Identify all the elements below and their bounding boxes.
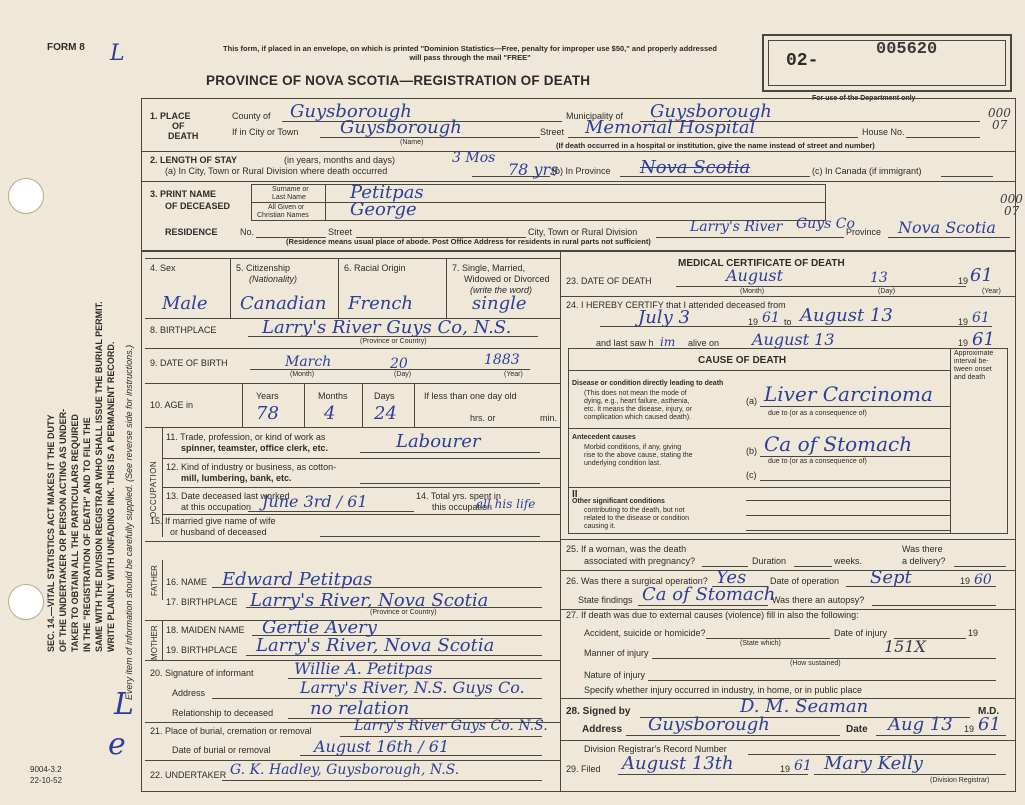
given-value: George: [350, 199, 417, 220]
interval-label-4: and death: [954, 374, 986, 381]
burial-place-label: 21. Place of burial, cremation or removal: [150, 726, 312, 736]
mother-birthplace-value: Larry's River, Nova Scotia: [256, 635, 495, 656]
antecedent-label-1: Antecedent causes: [572, 434, 636, 441]
md-label: M.D.: [978, 706, 1000, 717]
age-days-label: Days: [374, 391, 395, 401]
age-years-label: Years: [256, 391, 279, 401]
given-label-2: Christian Names: [257, 212, 309, 219]
specify-label: Specify whether injury occurred in industry, in home, or in public place: [584, 685, 862, 695]
marital-label: 7. Single, Married,: [452, 263, 526, 273]
residence-label: RESIDENCE: [165, 227, 218, 237]
father-name-label: 16. NAME: [166, 577, 208, 587]
stay-a-label: (a) In City, Town or Rural Division where death occurred: [165, 166, 388, 176]
binder-hole-top: [8, 178, 44, 214]
alive-on-label: alive on: [688, 338, 720, 348]
filed-19: 19: [780, 764, 791, 774]
dob-month-sub: (Month): [290, 371, 315, 378]
racial-origin-label: 6. Racial Origin: [344, 263, 406, 273]
trade-sub: spinner, teamster, office clerk, etc.: [181, 443, 329, 453]
street-label: Street: [540, 127, 565, 137]
signed-by-label: 28. Signed by: [566, 706, 631, 717]
other-label-3: contributing to the death, but not: [584, 507, 685, 514]
marital-label-2: Widowed or Divorced: [464, 274, 550, 284]
residence-no-label: No.: [240, 227, 255, 237]
birthplace-value: Larry's River Guys Co, N.S.: [262, 317, 512, 338]
surgical-value: Yes: [716, 567, 747, 588]
dept-code-1: 000: [988, 106, 1011, 120]
citizenship-label: 5. Citizenship: [236, 263, 291, 273]
father-birthplace-sub: (Province or Country): [370, 609, 437, 616]
sig-date-yr-value: 61: [978, 714, 1001, 735]
attend-to-yr-value: 61: [972, 310, 990, 326]
sig-date-19: 19: [964, 724, 975, 734]
interval-label-2: interval be-: [954, 358, 989, 365]
age-months-value: 4: [324, 403, 336, 424]
medical-certificate-title: MEDICAL CERTIFICATE OF DEATH: [678, 258, 845, 269]
sex-value: Male: [162, 293, 208, 314]
residence-province-value: Nova Scotia: [898, 218, 996, 237]
disease-label-1: Disease or condition directly leading to death: [572, 380, 724, 387]
filed-label: 29. Filed: [566, 764, 601, 774]
autopsy-label: Was there an autopsy?: [772, 595, 865, 605]
industry-sub: mill, lumbering, bank, etc.: [181, 473, 292, 483]
last-worked-value: June 3rd / 61: [262, 492, 368, 511]
father-birthplace-label: 17. BIRTHPLACE: [166, 597, 238, 607]
last-worked-label: 13. Date deceased last worked: [166, 491, 290, 501]
sig-date-value: Aug 13: [888, 714, 953, 735]
attend-to-label: to: [784, 317, 792, 327]
length-of-stay-sub: (in years, months and days): [284, 155, 396, 165]
place-of-death-label-2: OF: [172, 121, 185, 131]
father-label: FATHER: [150, 565, 159, 596]
undertaker-label: 22. UNDERTAKER: [150, 770, 227, 780]
stay-b-label: (b) In Province: [552, 166, 611, 176]
death-day-value: 13: [870, 270, 888, 286]
place-of-death-label-3: DEATH: [168, 131, 199, 141]
weeks-label: weeks.: [834, 556, 863, 566]
side-instruction-3: TAKER TO OBTAIN ALL THE PARTICULARS REQUIRED: [70, 414, 80, 652]
county-value: Guysborough: [290, 101, 412, 122]
interval-label-3: tween onset: [954, 366, 992, 373]
death-month-sub: (Month): [740, 288, 765, 295]
state-findings-label: State findings: [578, 595, 633, 605]
dept-code-2: 07: [992, 118, 1008, 132]
attend-to-value: August 13: [800, 305, 893, 326]
div-registrar-label: (Division Registrar): [930, 777, 990, 784]
mail-notice: This form, if placed in an envelope, on which is printed "Dominion Statistics—Free, penalty for improper use $50," and properly addressed will pass through the mail "FREE": [223, 44, 717, 62]
cause-of-death-title: CAUSE OF DEATH: [698, 355, 787, 366]
footer-code: 9004-3.2: [30, 765, 62, 774]
death-day-sub: (Day): [878, 288, 896, 295]
dob-day-value: 20: [390, 356, 408, 372]
nature-label: Nature of injury: [584, 670, 646, 680]
last-saw-date-value: August 13: [752, 330, 835, 349]
antecedent-label-4: underlying condition last.: [584, 460, 662, 467]
informant-address-label: Address: [172, 688, 206, 698]
burial-date-value: August 16th / 61: [314, 737, 450, 756]
mother-birthplace-label: 19. BIRTHPLACE: [166, 645, 238, 655]
surname-label-2: Last Name: [272, 194, 306, 201]
birthplace-sub: (Province or Country): [360, 338, 427, 345]
date-of-death-label: 23. DATE OF DEATH: [566, 276, 652, 286]
sig-address-label: Address: [582, 724, 623, 735]
div-reg-label: Division Registrar's Record Number: [584, 744, 727, 754]
dob-day-sub: (Day): [394, 371, 412, 378]
death-year-value: 61: [970, 265, 993, 286]
side-instruction-2: OF THE UNDERTAKER OR PERSON ACTING AS UNDER-: [58, 408, 68, 652]
age-months-label: Months: [318, 391, 348, 401]
hrs-label: hrs. or: [470, 413, 496, 423]
registration-number: 005620: [876, 40, 938, 59]
municipality-value: Guysborough: [650, 101, 772, 122]
cause-a-value: Liver Carcinoma: [764, 382, 933, 406]
dept-code-3: 000: [1000, 192, 1023, 206]
mother-label: MOTHER: [150, 625, 159, 660]
residence-county-value: Guys Co: [796, 216, 855, 232]
disease-label-3: dying, e.g., heart failure, asthenia,: [584, 398, 690, 405]
accident-label: Accident, suicide or homicide?: [584, 628, 706, 638]
dob-month-value: March: [285, 354, 332, 370]
margin-mark-1: L: [114, 687, 134, 722]
cause-c-label: (c): [746, 470, 757, 480]
attend-from-19: 19: [748, 317, 759, 327]
antecedent-label-2: Morbid conditions, if any, giving: [584, 444, 682, 451]
state-which-label: (State which): [740, 640, 781, 647]
registration-prefix: 02-: [786, 51, 819, 71]
attend-to-19: 19: [958, 317, 969, 327]
less-than-day-label: If less than one day old: [424, 391, 517, 401]
date-op-label: Date of operation: [770, 576, 840, 586]
surname-value: Petitpas: [350, 182, 424, 203]
side-instruction-7: Every item of information should be carefully supplied. (See reverse side for instructions.): [124, 344, 134, 700]
antecedent-label-3: rise to the above cause, stating the: [584, 452, 693, 459]
total-yrs-value: all his life: [476, 497, 536, 511]
woman-label: 25. If a woman, was the death: [566, 544, 687, 554]
total-yrs-sub: this occupation: [432, 502, 493, 512]
duration-label: Duration: [752, 556, 787, 566]
last-saw-label: and last saw h: [596, 338, 654, 348]
surname-label: Surname or: [272, 186, 309, 193]
city-town-label: If in City or Town: [232, 127, 299, 137]
age-label: 10. AGE in: [150, 400, 194, 410]
stay-months-value: 3 Mos: [452, 150, 496, 166]
footer-date: 22-10-52: [30, 776, 63, 785]
margin-mark-2: e: [108, 727, 126, 762]
death-19-label: 19: [958, 276, 969, 286]
other-label-1: II: [572, 489, 578, 500]
last-saw-19: 19: [958, 338, 969, 348]
citizenship-sub: (Nationality): [249, 274, 298, 284]
total-yrs-label: 14. Total yrs. spent in: [416, 491, 501, 501]
place-of-death-label: 1. PLACE: [150, 111, 191, 121]
form-number: FORM 8: [47, 42, 85, 53]
trade-label: 11. Trade, profession, or kind of work as: [166, 432, 326, 442]
dob-label: 9. DATE OF BIRTH: [150, 358, 228, 368]
birthplace-label: 8. BIRTHPLACE: [150, 325, 217, 335]
spouse-label: 15. If married give name of wife: [150, 516, 276, 526]
how-sustained-label: (How sustained): [790, 660, 841, 667]
signed-by-value: D. M. Seaman: [740, 696, 869, 717]
racial-origin-value: French: [348, 293, 414, 314]
burial-date-label: Date of burial or removal: [172, 745, 271, 755]
county-label: County of: [232, 111, 271, 121]
father-birthplace-value: Larry's River, Nova Scotia: [250, 590, 489, 611]
last-saw-yr-value: 61: [972, 329, 995, 350]
residence-city-label: City, Town or Rural Division: [528, 227, 638, 237]
external-label: 27. If death was due to external causes (violence) fill in also the following:: [566, 610, 859, 620]
age-years-value: 78: [256, 403, 279, 424]
residence-note: (Residence means usual place of abode. Post Office Address for residents in rural parts not sufficient): [286, 237, 651, 246]
stay-b-struck-value: Nova Scotia: [640, 157, 751, 178]
manner-label: Manner of injury: [584, 648, 649, 658]
other-label-5: causing it.: [584, 523, 616, 530]
given-label: All Given or: [268, 204, 305, 211]
death-month-value: August: [726, 266, 784, 285]
findings-value: Ca of Stomach: [642, 584, 776, 605]
date-injury-19: 19: [968, 628, 979, 638]
side-instruction-6: WRITE PLAINLY WITH UNFADING INK. THIS IS A PERMANENT RECORD.: [106, 341, 116, 652]
certify-label: 24. I HEREBY CERTIFY that I attended deceased from: [566, 300, 786, 310]
residence-street-label: Street: [328, 227, 353, 237]
hospital-note: (If death occurred in a hospital or institution, give the name instead of street and number): [556, 141, 875, 150]
side-instruction-4: IN THE "REGISTRATION OF DEATH" AND TO FILE THE: [82, 417, 92, 652]
street-value: Memorial Hospital: [585, 117, 756, 138]
side-instruction-1: SEC. 14.—VITAL STATISTICS ACT MAKES IT THE DUTY: [46, 414, 56, 652]
trade-value: Labourer: [396, 431, 481, 452]
delivery-label: Was there: [902, 544, 943, 554]
length-of-stay-label: 2. LENGTH OF STAY: [150, 155, 238, 165]
citizenship-value: Canadian: [240, 293, 327, 314]
marital-value: single: [472, 293, 527, 314]
attend-from-yr-value: 61: [762, 310, 780, 326]
print-name-label: 3. PRINT NAME: [150, 189, 217, 199]
spouse-sub: or husband of deceased: [170, 527, 267, 537]
date-op-yr-value: 60: [974, 572, 992, 588]
attend-from-value: July 3: [638, 307, 690, 328]
name-sub-label: (Name): [400, 139, 424, 146]
dept-code-4: 07: [1004, 204, 1020, 218]
relationship-value: no relation: [310, 698, 410, 719]
marital-label-3: (write the word): [470, 285, 533, 295]
industry-label: 12. Kind of industry or business, as cotton-: [166, 462, 337, 472]
age-days-value: 24: [374, 403, 397, 424]
manner-value: 151X: [884, 637, 926, 656]
print-name-label-2: OF DECEASED: [165, 201, 231, 211]
binder-hole-bottom: [8, 584, 44, 620]
relationship-label: Relationship to deceased: [172, 708, 274, 718]
due-to-label-2: due to (or as a consequence of): [768, 458, 867, 465]
woman-sub: associated with pregnancy?: [584, 556, 696, 566]
surgical-label: 26. Was there a surgical operation?: [566, 576, 708, 586]
informant-label: 20. Signature of informant: [150, 668, 254, 678]
form-title: PROVINCE OF NOVA SCOTIA—REGISTRATION OF DEATH: [206, 73, 591, 88]
occupation-label: OCCUPATION: [149, 460, 158, 518]
sig-date-label: Date: [846, 724, 868, 735]
registrar-signature: Mary Kelly: [824, 753, 923, 774]
mother-maiden-label: 18. MAIDEN NAME: [166, 625, 245, 635]
father-name-value: Edward Petitpas: [222, 569, 373, 590]
cause-b-label: (b): [746, 446, 757, 456]
department-use-label: For use of the Department only: [812, 95, 916, 102]
burial-place-value: Larry's River Guys Co. N.S.: [354, 718, 548, 734]
due-to-label-1: due to (or as a consequence of): [768, 410, 867, 417]
filed-yr-value: 61: [794, 758, 812, 774]
last-saw-him-value: im: [660, 335, 676, 349]
interval-label-1: Approximate: [954, 350, 994, 357]
cause-b-value: Ca of Stomach: [764, 432, 913, 456]
disease-label-2: (This does not mean the mode of: [584, 390, 687, 397]
disease-label-5: complication which caused death).: [584, 414, 692, 421]
city-value: Guysborough: [340, 117, 462, 138]
other-label-2: Other significant conditions: [572, 498, 665, 505]
sig-address-value: Guysborough: [648, 714, 770, 735]
date-op-value: Sept: [870, 567, 912, 588]
sex-label: 4. Sex: [150, 263, 176, 273]
dob-year-value: 1883: [484, 352, 520, 368]
stay-a-value: 78 yrs: [508, 160, 559, 179]
side-instruction-5: SAME WITH THE DIVISION REGISTRAR WHO SHALL ISSUE THE BURIAL PERMIT.: [94, 301, 104, 652]
residence-city-value: Larry's River: [690, 219, 783, 235]
disease-label-4: etc. It means the disease, injury, or: [584, 406, 693, 413]
date-op-19: 19: [960, 576, 971, 586]
other-label-4: related to the disease or condition: [584, 515, 690, 522]
form-mark: L: [110, 41, 125, 66]
death-year-sub: (Year): [982, 288, 1001, 295]
residence-province-label: Province: [846, 227, 882, 237]
last-worked-sub: at this occupation: [181, 502, 252, 512]
delivery-sub: a delivery?: [902, 556, 946, 566]
filed-value: August 13th: [622, 753, 734, 774]
date-injury-label: Date of injury: [834, 628, 888, 638]
dob-year-sub: (Year): [504, 371, 523, 378]
house-no-label: House No.: [862, 127, 905, 137]
stay-c-label: (c) In Canada (if immigrant): [812, 166, 922, 176]
cause-a-label: (a): [746, 396, 757, 406]
min-label: min.: [540, 413, 558, 423]
undertaker-value: G. K. Hadley, Guysborough, N.S.: [230, 762, 460, 778]
mother-maiden-value: Gertie Avery: [262, 617, 377, 638]
municipality-label: Municipality of: [566, 111, 624, 121]
informant-value: Willie A. Petitpas: [294, 659, 433, 678]
informant-address-value: Larry's River, N.S. Guys Co.: [300, 678, 525, 697]
